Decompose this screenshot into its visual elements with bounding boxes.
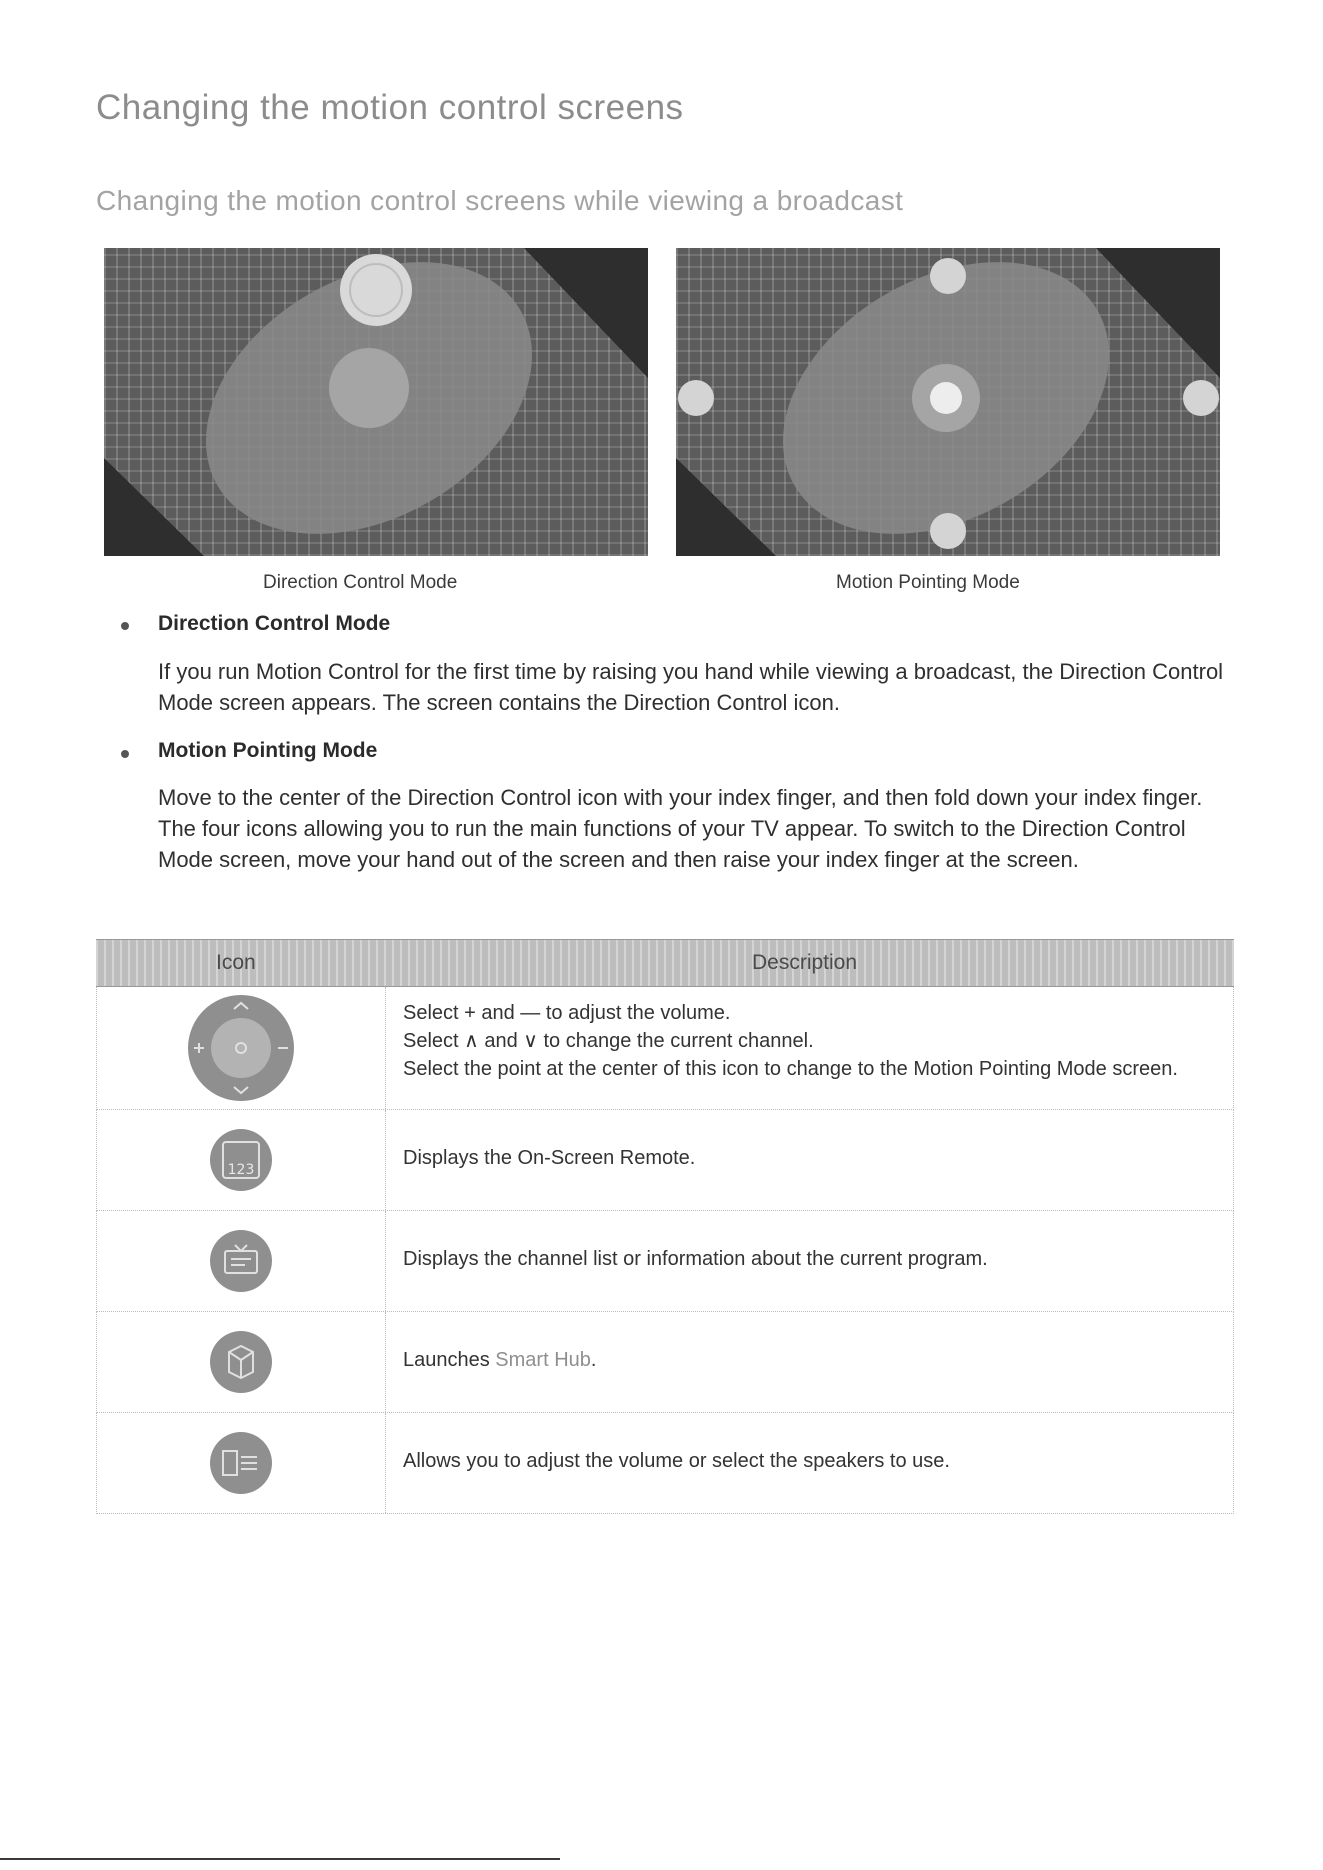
- footer-rule: [0, 1858, 560, 1860]
- icon-cell: [97, 1110, 385, 1210]
- channel-info-icon: [209, 1229, 273, 1293]
- description-cell: [403, 1144, 1223, 1172]
- bullet-dot: [121, 750, 129, 758]
- speaker-icon: [209, 1431, 273, 1495]
- table-row: [96, 1312, 1234, 1413]
- description-line: Displays the On-Screen Remote.: [403, 1147, 696, 1169]
- header-description: Description: [752, 951, 858, 974]
- motion-pointing-illustration: [676, 248, 1220, 556]
- smart-hub-link[interactable]: Smart Hub: [495, 1349, 591, 1371]
- launches-text: Launches: [403, 1349, 496, 1371]
- description-line: Select the point at the center of this icon to change to the Motion Pointing Mode screen.: [403, 1058, 1178, 1080]
- page-title: Changing the motion control screens: [96, 88, 684, 127]
- direction-control-icon: [186, 993, 296, 1103]
- direction-control-caption: Direction Control Mode: [263, 572, 458, 593]
- header-icon: Icon: [216, 951, 256, 974]
- bullet-title-direction-control: Direction Control Mode: [158, 612, 391, 635]
- table-header: [96, 939, 1234, 987]
- motion-pointing-caption: Motion Pointing Mode: [836, 572, 1020, 593]
- description-cell: [403, 1346, 1223, 1374]
- screen-illustrations: [104, 248, 1224, 558]
- section-title: Changing the motion control screens while viewing a broadcast: [96, 185, 904, 216]
- period-text: .: [590, 1349, 597, 1371]
- table-row: [96, 1211, 1234, 1312]
- bullet-text-direction-control: If you run Motion Control for the first time by raising you hand while viewing a broadcast, the Direction Control Mode screen appears. The screen contains the Direction Control icon.: [158, 659, 1224, 715]
- description-line: Allows you to adjust the volume or select the speakers to use.: [403, 1450, 950, 1472]
- description-line: Select ∧ and ∨ to change the current channel.: [403, 1030, 814, 1052]
- bullet-title-motion-pointing: Motion Pointing Mode: [158, 739, 378, 762]
- bullet-text-motion-pointing: Move to the center of the Direction Control icon with your index finger, and then fold down your index finger. The four icons allowing you to run the main functions of your TV appear. To switch to the Direction Control Mode screen, move your hand out of the screen and then raise your index finger at the screen.: [158, 785, 1203, 872]
- icon-cell: [97, 1211, 385, 1311]
- smart-hub-icon: [209, 1330, 273, 1394]
- icon-cell: [97, 1312, 385, 1412]
- description-line: [403, 1346, 1223, 1374]
- description-cell: [403, 1447, 1223, 1475]
- direction-control-illustration: [104, 248, 648, 556]
- on-screen-remote-icon: [209, 1128, 273, 1192]
- motion-pointing-screen: [676, 248, 1220, 556]
- table-row: [96, 987, 1234, 1110]
- icon-description-table: [96, 939, 1234, 1514]
- icon-cell: [97, 987, 385, 1109]
- table-row: [96, 1110, 1234, 1211]
- bullet-dot: [121, 622, 129, 630]
- direction-control-screen: [104, 248, 648, 556]
- description-line: Select + and — to adjust the volume.: [403, 1002, 731, 1024]
- description-cell: [403, 1245, 1223, 1273]
- icon-cell: [97, 1413, 385, 1513]
- description-cell: [403, 999, 1223, 1083]
- description-line: Displays the channel list or information about the current program.: [403, 1248, 988, 1270]
- table-row: [96, 1413, 1234, 1514]
- svg-text:123: 123: [227, 1162, 255, 1178]
